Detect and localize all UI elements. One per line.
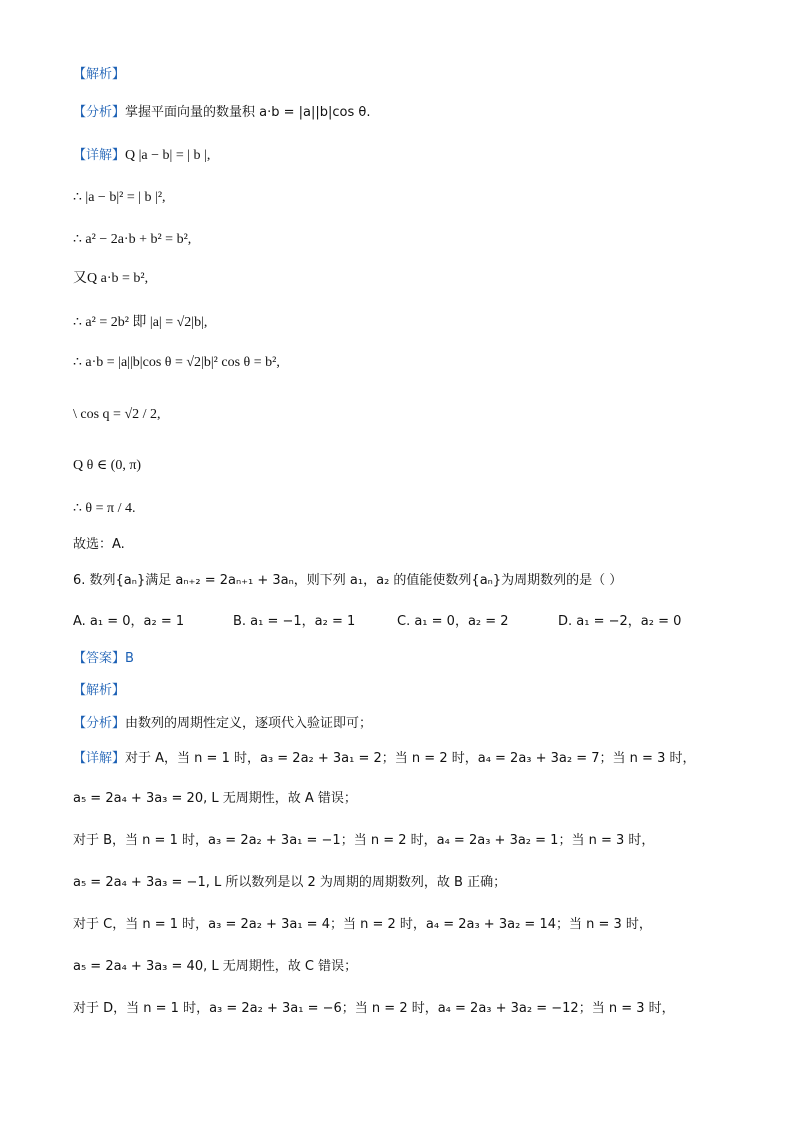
- derivation-step-7: Q θ ∈ (0, π): [73, 458, 142, 473]
- fenxi-tag-2: 【分析】: [73, 716, 126, 731]
- question-6: 6. 数列{aₙ}满足 aₙ₊₂ = 2aₙ₊₁ + 3aₙ，则下列 a₁，a₂ 的值能使数列{aₙ}为周期数列的是（ ）: [73, 573, 623, 588]
- xiangjie-text: Q |a − b| = | b |,: [125, 148, 211, 163]
- detail-line-2: [73, 750, 695, 768]
- derivation-step-4: ∴ a² = 2b² 即 |a| = √2|b|,: [73, 315, 208, 330]
- xiangjie-tag: 【详解】: [73, 148, 126, 163]
- option-b: B. a₁ = −1，a₂ = 1: [233, 614, 356, 629]
- answer-choice-line: 故选：A.: [73, 537, 125, 552]
- fenxi-text-2: 由数列的周期性定义，逐项代入验证即可；: [125, 716, 373, 731]
- case-a-line: a₅ = 2a₄ + 3a₃ = 20, L 无周期性，故 A 错误；: [73, 791, 357, 806]
- case-d-line-1: 对于 D，当 n = 1 时，a₃ = 2a₂ + 3a₁ = −6；当 n = 2 时，a₄ = 2a₃ + 3a₂ = −12；当 n = 3 时，: [73, 1001, 675, 1016]
- analysis-line-2: [73, 715, 372, 733]
- case-c-line-1: 对于 C，当 n = 1 时，a₃ = 2a₂ + 3a₁ = 4；当 n = 2 时，a₄ = 2a₃ + 3a₂ = 14；当 n = 3 时，: [73, 917, 652, 932]
- analysis-heading: 【解析】: [73, 67, 126, 82]
- derivation-step-2: ∴ a² − 2a·b + b² = b²,: [73, 232, 192, 247]
- derivation-step-8: ∴ θ = π / 4.: [73, 501, 136, 516]
- option-a: A. a₁ = 0，a₂ = 1: [73, 614, 185, 629]
- option-c: C. a₁ = 0，a₂ = 2: [397, 614, 509, 629]
- fenxi-tag: 【分析】: [73, 105, 126, 120]
- analysis-line: [73, 104, 371, 122]
- derivation-step-5: ∴ a·b = |a||b|cos θ = √2|b|² cos θ = b²,: [73, 355, 280, 370]
- answer-heading: 【答案】B: [73, 651, 134, 666]
- detail-line: [73, 147, 210, 165]
- analysis-heading-2: 【解析】: [73, 683, 126, 698]
- case-b-line-1: 对于 B，当 n = 1 时，a₃ = 2a₂ + 3a₁ = −1；当 n = 2 时，a₄ = 2a₃ + 3a₂ = 1；当 n = 3 时，: [73, 833, 655, 848]
- option-d: D. a₁ = −2，a₂ = 0: [558, 614, 682, 629]
- case-b-line-2: a₅ = 2a₄ + 3a₃ = −1, L 所以数列是以 2 为周期的周期数列，故 B 正确；: [73, 875, 507, 890]
- derivation-step-1: ∴ |a − b|² = | b |²,: [73, 190, 166, 205]
- fenxi-text: 掌握平面向量的数量积 a·b = |a||b|cos θ.: [125, 105, 371, 120]
- derivation-step-3: 又Q a·b = b²,: [73, 271, 149, 286]
- xiangjie-tag-2: 【详解】: [73, 751, 126, 766]
- xiangjie-text-2: 对于 A，当 n = 1 时，a₃ = 2a₂ + 3a₁ = 2；当 n = 2 时，a₄ = 2a₃ + 3a₂ = 7；当 n = 3 时，: [125, 751, 696, 766]
- derivation-step-6: \ cos q = √2 / 2,: [73, 407, 161, 422]
- case-c-line-2: a₅ = 2a₄ + 3a₃ = 40, L 无周期性，故 C 错误；: [73, 959, 358, 974]
